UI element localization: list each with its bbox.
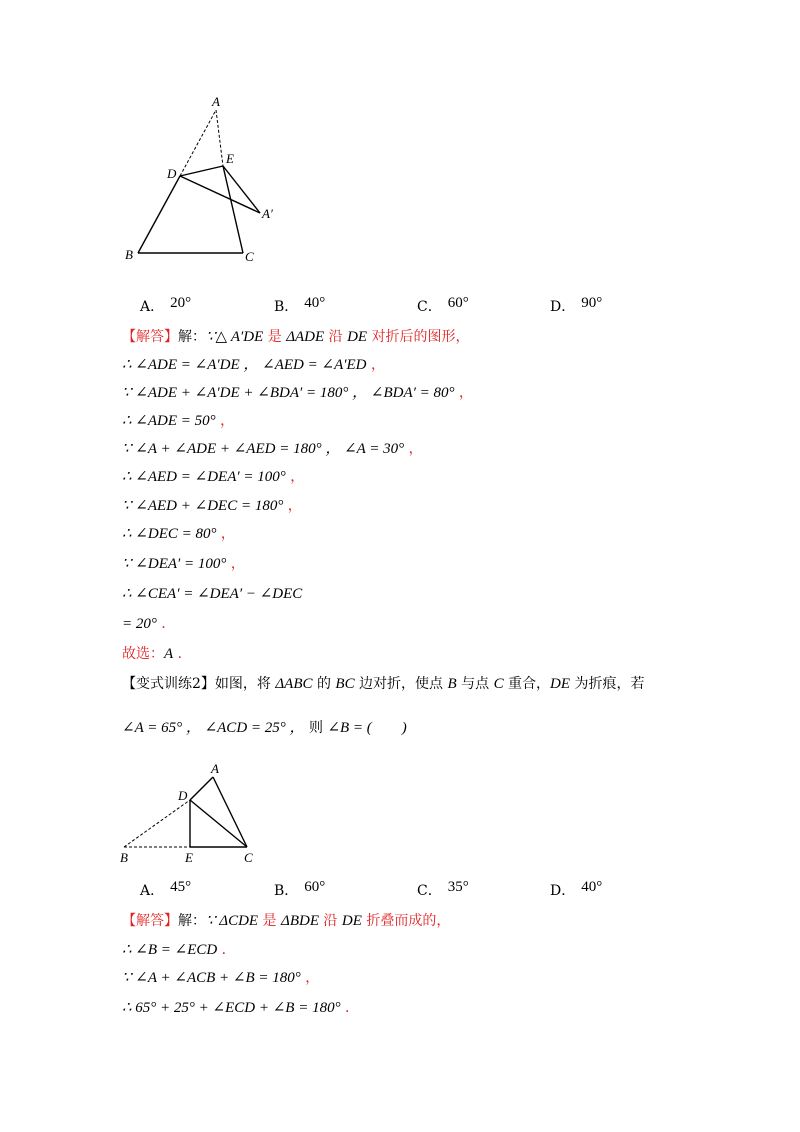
- edge-da-prime: [180, 176, 260, 213]
- figure-2-folded-triangle: [110, 760, 280, 870]
- label-c: C: [244, 850, 253, 865]
- question-2-stem: 【变式训练2】如图，将 ΔABC 的 BC 边对折，使点 B 与点 C 重合，DE 为折痕，若: [122, 676, 645, 692]
- solution-1-line: ∵ ∠DEA′ = 100° ，: [122, 556, 245, 572]
- solution-1-line: ∴ ∠CEA′ = ∠DEA′ − ∠DEC: [122, 586, 303, 602]
- solution-tag: 【解答】: [122, 913, 178, 929]
- edge-db: [138, 176, 180, 253]
- solution-1-line: ∵ ∠A + ∠ADE + ∠AED = 180° ， ∠A = 30° ，: [122, 441, 423, 457]
- label-a-prime: A′: [262, 206, 273, 221]
- q2-option-d[interactable]: D． 40°: [550, 879, 603, 899]
- label-d: D: [167, 166, 177, 181]
- label-e: E: [226, 151, 234, 166]
- solution-1-line: ∵ ∠ADE + ∠A′DE + ∠BDA′ = 180° ， ∠BDA′ = 80° ，: [122, 385, 473, 401]
- label-b: B: [125, 247, 133, 262]
- q1-option-c[interactable]: C． 60°: [417, 295, 469, 315]
- q2-option-a[interactable]: A． 45°: [140, 879, 192, 899]
- label-b: B: [120, 850, 128, 865]
- solution-2-line: ∵ ∠A + ∠ACB + ∠B = 180° ，: [122, 970, 320, 986]
- solution-tag: 【解答】: [122, 329, 178, 345]
- solution-2-line: ∴ ∠B = ∠ECD ．: [122, 942, 236, 958]
- q2-option-b[interactable]: B． 60°: [274, 879, 326, 899]
- solution-2-header: 【解答】解：∵ ΔCDE 是 ΔBDE 沿 DE 折叠而成的，: [122, 913, 451, 929]
- q1-option-d[interactable]: D． 90°: [550, 295, 603, 315]
- question-2-condition: ∠A = 65° ， ∠ACD = 25° ， 则 ∠B = ( ): [122, 720, 407, 736]
- edge-da: [190, 777, 213, 800]
- solution-1-line: ∵ ∠AED + ∠DEC = 180° ，: [122, 498, 302, 514]
- solution-1-line: ∴ ∠DEC = 80° ，: [122, 526, 235, 542]
- solution-1-header: 【解答】解：∵△ A′DE 是 ΔADE 沿 DE 对折后的图形，: [122, 329, 470, 345]
- dashed-edge-bd: [124, 800, 190, 847]
- solution-1-answer: 故选：A ．: [122, 646, 192, 662]
- solution-1-line: ∴ ∠ADE = 50° ，: [122, 413, 235, 429]
- q1-option-a[interactable]: A． 20°: [140, 295, 192, 315]
- label-a: A: [211, 761, 219, 776]
- dashed-edge-da: [180, 110, 216, 176]
- edge-dc: [190, 800, 247, 847]
- dashed-edge-ae: [216, 110, 223, 166]
- solution-1-line: ∴ ∠AED = ∠DEA′ = 100° ，: [122, 469, 305, 485]
- label-e: E: [185, 850, 193, 865]
- solution-1-line: = 20° ．: [122, 616, 176, 632]
- q2-option-c[interactable]: C． 35°: [417, 879, 469, 899]
- label-a: A: [212, 94, 220, 109]
- edge-de: [180, 166, 223, 176]
- solution-2-line: ∴ 65° + 25° + ∠ECD + ∠B = 180° ．: [122, 1000, 360, 1016]
- figure-1-folded-triangle: [110, 90, 310, 270]
- label-c: C: [245, 249, 254, 264]
- edge-ac: [213, 777, 247, 847]
- solution-1-line: ∴ ∠ADE = ∠A′DE ， ∠AED = ∠A′ED ，: [122, 357, 385, 373]
- label-d: D: [178, 788, 188, 803]
- q1-option-b[interactable]: B． 40°: [274, 295, 326, 315]
